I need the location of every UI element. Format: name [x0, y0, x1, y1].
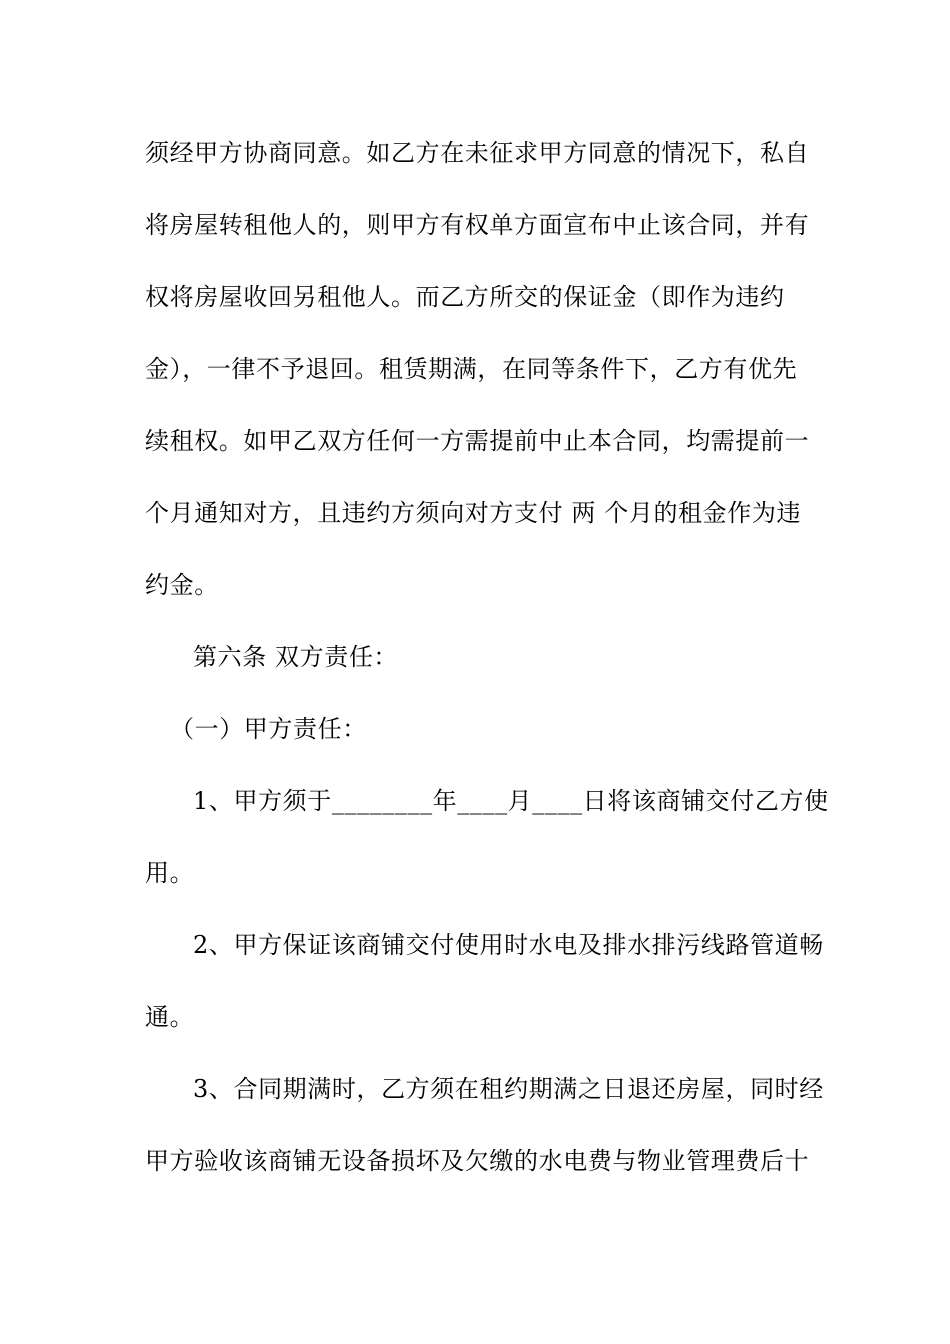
- subsection-heading: （一）甲方责任：: [170, 715, 367, 743]
- clause-item: 3、合同期满时，乙方须在租约期满之日退还房屋，同时经: [193, 1075, 824, 1103]
- clause-item: 2、甲方保证该商铺交付使用时水电及排水排污线路管道畅: [193, 931, 824, 959]
- text-line: 续租权。如甲乙双方任何一方需提前中止本合同，均需提前一: [145, 427, 810, 455]
- text-line: 通。: [145, 1003, 195, 1031]
- text-line: 须经甲方协商同意。如乙方在未征求甲方同意的情况下，私自: [145, 139, 810, 167]
- text-line: 个月通知对方，且违约方须向对方支付 两 个月的租金作为违: [145, 499, 802, 527]
- text-line: 将房屋转租他人的，则甲方有权单方面宣布中止该合同，并有: [145, 211, 810, 239]
- section-heading: 第六条 双方责任：: [193, 643, 399, 671]
- text-line: 约金。: [145, 571, 219, 599]
- text-line: 甲方验收该商铺无设备损坏及欠缴的水电费与物业管理费后十: [145, 1147, 810, 1175]
- text-line: 权将房屋收回另租他人。而乙方所交的保证金（即作为违约: [145, 283, 785, 311]
- text-line: 用。: [145, 859, 195, 887]
- clause-item: 1、甲方须于________年____月____日将该商铺交付乙方使: [193, 787, 829, 815]
- text-line: 金），一律不予退回。租赁期满，在同等条件下，乙方有优先: [145, 355, 798, 383]
